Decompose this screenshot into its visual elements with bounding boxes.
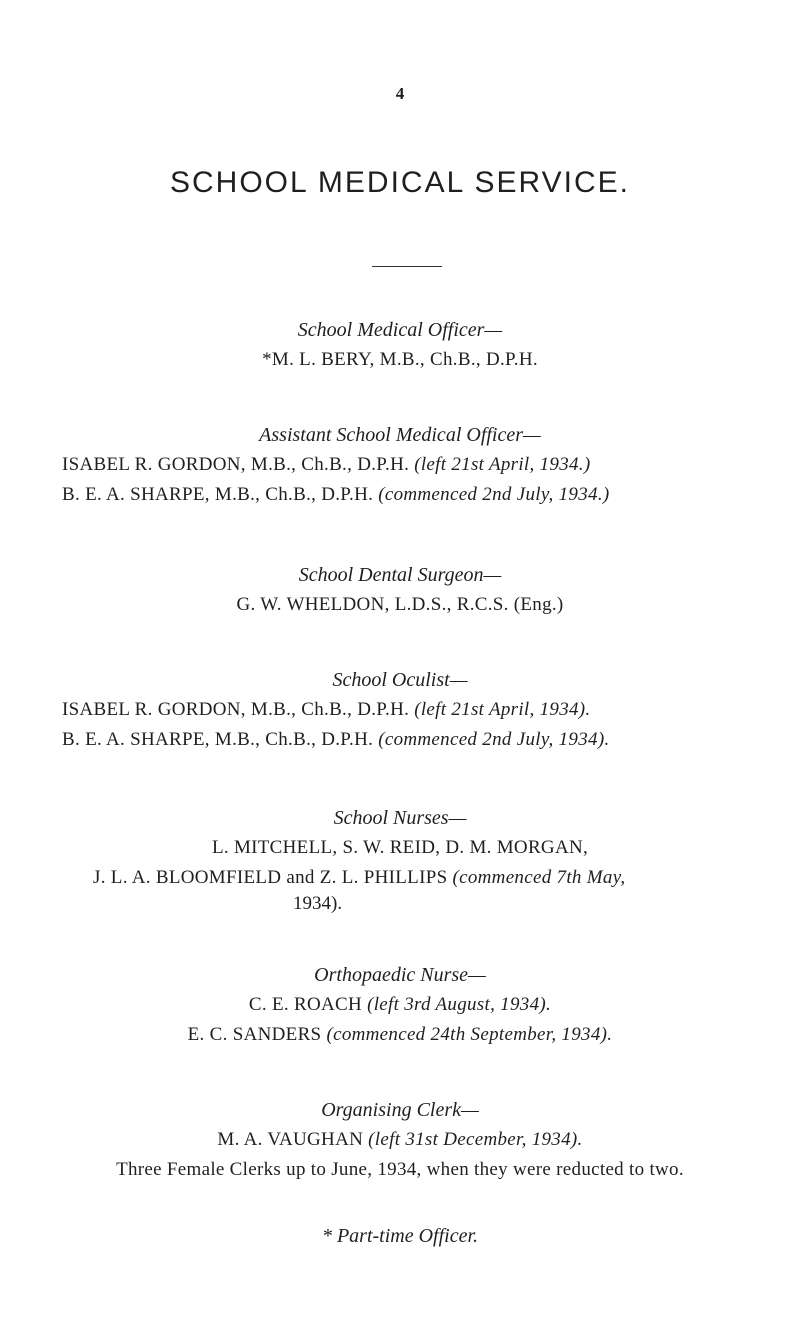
section-orthopaedic-nurse bbox=[0, 960, 800, 1050]
section-heading: School Dental Surgeon— bbox=[298, 564, 502, 586]
officer-name: B. E. A. SHARPE, M.B., Ch.B., D.P.H. bbox=[62, 729, 379, 750]
section-heading: Orthopaedic Nurse— bbox=[314, 964, 486, 986]
section-heading: Organising Clerk— bbox=[321, 1099, 479, 1121]
nurse-name: E. C. SANDERS bbox=[187, 1024, 327, 1045]
officer-name: B. E. A. SHARPE, M.B., Ch.B., D.P.H. bbox=[62, 484, 379, 505]
page-title: SCHOOL MEDICAL SERVICE. bbox=[170, 166, 630, 199]
section-heading: School Oculist— bbox=[332, 669, 468, 691]
footnote-text: * Part-time Officer. bbox=[321, 1225, 479, 1247]
section-organising-clerk bbox=[0, 1095, 800, 1185]
section-school-oculist bbox=[0, 665, 800, 755]
officer-note: (commenced 2nd July, 1934). bbox=[378, 729, 610, 750]
section-assistant-medical-officer bbox=[0, 420, 800, 510]
nurse-note: (left 3rd August, 1934). bbox=[367, 994, 552, 1015]
officer-line bbox=[0, 450, 800, 480]
officer-note: (left 21st April, 1934). bbox=[414, 699, 591, 720]
officer-note: (commenced 2nd July, 1934.) bbox=[378, 484, 610, 505]
nurse-name: C. E. ROACH bbox=[248, 994, 368, 1015]
officer-line: *M. L. BERY, M.B., Ch.B., D.P.H. bbox=[262, 349, 538, 370]
nurses-line bbox=[0, 863, 800, 893]
section-heading: School Nurses— bbox=[333, 807, 467, 829]
clerk-line: Three Female Clerks up to June, 1934, when they were reducted to two. bbox=[116, 1159, 684, 1180]
footnote bbox=[0, 1225, 800, 1248]
officer-name: ISABEL R. GORDON, M.B., Ch.B., D.P.H. bbox=[62, 699, 415, 720]
officer-line: G. W. WHELDON, L.D.S., R.C.S. (Eng.) bbox=[236, 594, 564, 615]
officer-line bbox=[0, 695, 800, 725]
section-dental-surgeon bbox=[0, 560, 800, 620]
officer-line bbox=[0, 725, 800, 755]
officer-line bbox=[0, 480, 800, 510]
nurses-line-continued: 1934). bbox=[293, 893, 343, 914]
title-divider bbox=[372, 266, 442, 267]
section-heading: Assistant School Medical Officer— bbox=[259, 424, 541, 446]
section-school-medical-officer bbox=[0, 315, 800, 375]
section-school-nurses bbox=[0, 803, 800, 915]
nurse-line bbox=[0, 1020, 800, 1050]
clerk-line bbox=[0, 1125, 800, 1155]
nurses-note: (commenced 7th May, bbox=[452, 867, 626, 888]
officer-name: ISABEL R. GORDON, M.B., Ch.B., D.P.H. bbox=[62, 454, 415, 475]
nurse-line bbox=[0, 990, 800, 1020]
nurses-line: L. MITCHELL, S. W. REID, D. M. MORGAN, bbox=[211, 837, 589, 858]
section-heading: School Medical Officer— bbox=[297, 319, 503, 341]
clerk-name: M. A. VAUGHAN bbox=[217, 1129, 369, 1150]
nurse-note: (commenced 24th September, 1934). bbox=[326, 1024, 613, 1045]
nurses-names: J. L. A. BLOOMFIELD and Z. L. PHILLIPS bbox=[93, 867, 453, 888]
page-number: 4 bbox=[395, 84, 405, 103]
clerk-note: (left 31st December, 1934). bbox=[368, 1129, 583, 1150]
officer-note: (left 21st April, 1934.) bbox=[414, 454, 591, 475]
